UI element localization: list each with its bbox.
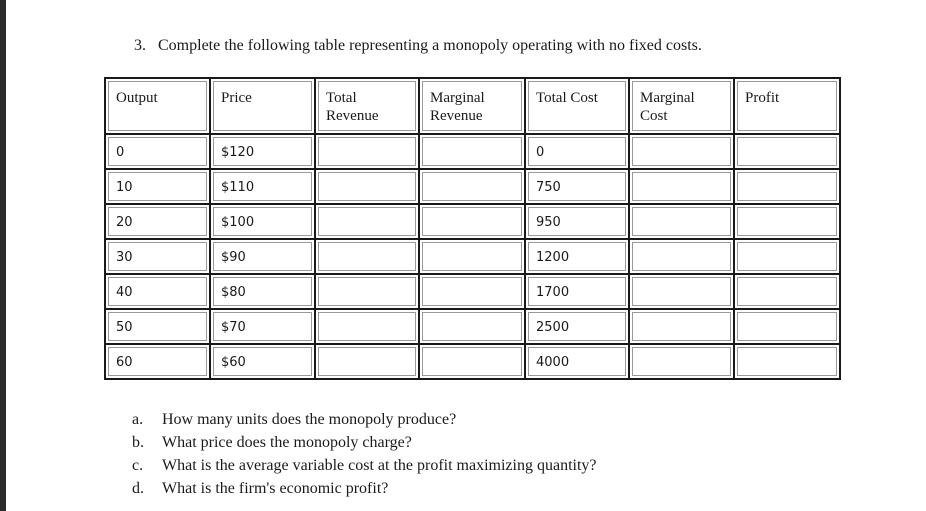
cell-value xyxy=(735,170,839,180)
cell-value xyxy=(420,275,524,285)
cell-value xyxy=(420,240,524,250)
cell-output xyxy=(105,239,210,274)
cell-value: 950 xyxy=(536,215,561,230)
header-output xyxy=(105,78,210,134)
cell-value xyxy=(630,345,733,355)
cell-price xyxy=(210,169,315,204)
cell-total-revenue xyxy=(315,274,419,309)
cell-marginal-revenue xyxy=(419,239,525,274)
header-text: Output xyxy=(116,90,158,106)
cell-marginal-revenue xyxy=(419,309,525,344)
cell-marginal-revenue xyxy=(419,134,525,169)
cell-value xyxy=(630,310,733,320)
header-text: Cost xyxy=(640,108,668,124)
cell-value xyxy=(630,275,733,285)
cell-marginal-cost xyxy=(629,204,734,239)
cell-marginal-revenue xyxy=(419,344,525,379)
cell-value xyxy=(630,205,733,215)
table-row xyxy=(105,309,840,344)
header-text: Total xyxy=(326,90,357,106)
cell-total-revenue xyxy=(315,239,419,274)
cell-profit xyxy=(734,274,840,309)
cell-price xyxy=(210,344,315,379)
cell-value: 1200 xyxy=(536,250,570,265)
cell-value xyxy=(735,310,839,320)
cell-value xyxy=(630,240,733,250)
cell-total-cost xyxy=(525,134,629,169)
cell-price xyxy=(210,204,315,239)
header-text: Price xyxy=(221,90,252,106)
cell-value xyxy=(735,240,839,250)
cell-profit xyxy=(734,309,840,344)
header-profit xyxy=(734,78,840,134)
header-text: Marginal xyxy=(430,90,485,106)
cell-total-revenue xyxy=(315,134,419,169)
subquestion-a: a. How many units does the monopoly produce? xyxy=(132,411,457,428)
cell-output xyxy=(105,309,210,344)
cell-total-cost xyxy=(525,274,629,309)
cell-value xyxy=(735,345,839,355)
subquestion-b: b. What price does the monopoly charge? xyxy=(132,434,412,451)
cell-output xyxy=(105,274,210,309)
cell-value: 10 xyxy=(116,180,133,195)
cell-value: 4000 xyxy=(536,355,570,370)
cell-value: 50 xyxy=(116,320,133,335)
cell-marginal-cost xyxy=(629,274,734,309)
cell-value: 30 xyxy=(116,250,133,265)
cell-value: 20 xyxy=(116,215,133,230)
cell-value: 0 xyxy=(116,145,125,160)
cell-value xyxy=(420,170,524,180)
cell-total-cost xyxy=(525,239,629,274)
cell-value: 0 xyxy=(536,145,545,160)
cell-value xyxy=(316,135,418,145)
cell-value xyxy=(630,170,733,180)
cell-value xyxy=(420,135,524,145)
header-text: Total Cost xyxy=(536,90,598,106)
header-total-revenue xyxy=(315,78,419,134)
header-total-cost xyxy=(525,78,629,134)
cell-marginal-revenue xyxy=(419,274,525,309)
cell-value: $90 xyxy=(221,250,246,265)
table-row xyxy=(105,274,840,309)
cell-value xyxy=(630,135,733,145)
cell-value: $120 xyxy=(221,145,255,160)
question-number: 3. xyxy=(134,37,146,54)
cell-profit xyxy=(734,134,840,169)
cell-value xyxy=(735,205,839,215)
cell-value: 40 xyxy=(116,285,133,300)
cell-total-cost xyxy=(525,309,629,344)
question-3 xyxy=(134,37,702,55)
cell-marginal-cost xyxy=(629,309,734,344)
table-row xyxy=(105,344,840,379)
cell-value xyxy=(420,205,524,215)
cell-value: $60 xyxy=(221,355,246,370)
cell-value xyxy=(316,205,418,215)
question-text: Complete the following table representing a monopoly operating with no fixed costs. xyxy=(158,37,702,54)
cell-marginal-cost xyxy=(629,344,734,379)
subquestion-c: c. What is the average variable cost at the profit maximizing quantity? xyxy=(132,457,597,474)
cell-value: 60 xyxy=(116,355,133,370)
cell-value: $100 xyxy=(221,215,255,230)
cell-value: $80 xyxy=(221,285,246,300)
cell-value: 750 xyxy=(536,180,561,195)
cell-total-cost xyxy=(525,204,629,239)
cell-value xyxy=(316,275,418,285)
cell-output xyxy=(105,204,210,239)
subquestion-list xyxy=(132,408,597,500)
cell-value: 2500 xyxy=(536,320,570,335)
monopoly-table xyxy=(104,77,841,380)
cell-value xyxy=(316,240,418,250)
cell-output xyxy=(105,134,210,169)
subquestion-d: d. What is the firm's economic profit? xyxy=(132,480,389,497)
cell-value xyxy=(735,275,839,285)
table-row xyxy=(105,204,840,239)
cell-value xyxy=(316,170,418,180)
cell-value xyxy=(735,135,839,145)
cell-price xyxy=(210,309,315,344)
header-text: Marginal xyxy=(640,90,695,106)
cell-price xyxy=(210,134,315,169)
cell-profit xyxy=(734,204,840,239)
cell-total-revenue xyxy=(315,204,419,239)
cell-value: 1700 xyxy=(536,285,570,300)
cell-value xyxy=(316,345,418,355)
header-marginal-cost xyxy=(629,78,734,134)
cell-marginal-cost xyxy=(629,169,734,204)
cell-total-cost xyxy=(525,169,629,204)
cell-value: $110 xyxy=(221,180,255,195)
header-text: Revenue xyxy=(326,108,379,124)
cell-value xyxy=(420,345,524,355)
table-row xyxy=(105,239,840,274)
table-row xyxy=(105,134,840,169)
cell-output xyxy=(105,169,210,204)
header-text: Revenue xyxy=(430,108,483,124)
cell-profit xyxy=(734,344,840,379)
cell-total-revenue xyxy=(315,344,419,379)
header-marginal-revenue xyxy=(419,78,525,134)
cell-profit xyxy=(734,169,840,204)
table-row xyxy=(105,169,840,204)
cell-price xyxy=(210,239,315,274)
table-header-row xyxy=(105,78,840,134)
cell-price xyxy=(210,274,315,309)
cell-total-cost xyxy=(525,344,629,379)
cell-total-revenue xyxy=(315,169,419,204)
cell-value xyxy=(420,310,524,320)
header-price xyxy=(210,78,315,134)
cell-total-revenue xyxy=(315,309,419,344)
cell-value xyxy=(316,310,418,320)
cell-marginal-revenue xyxy=(419,169,525,204)
cell-profit xyxy=(734,239,840,274)
cell-marginal-cost xyxy=(629,239,734,274)
cell-marginal-revenue xyxy=(419,204,525,239)
cell-value: $70 xyxy=(221,320,246,335)
header-text: Profit xyxy=(745,90,780,106)
cell-output xyxy=(105,344,210,379)
cell-marginal-cost xyxy=(629,134,734,169)
